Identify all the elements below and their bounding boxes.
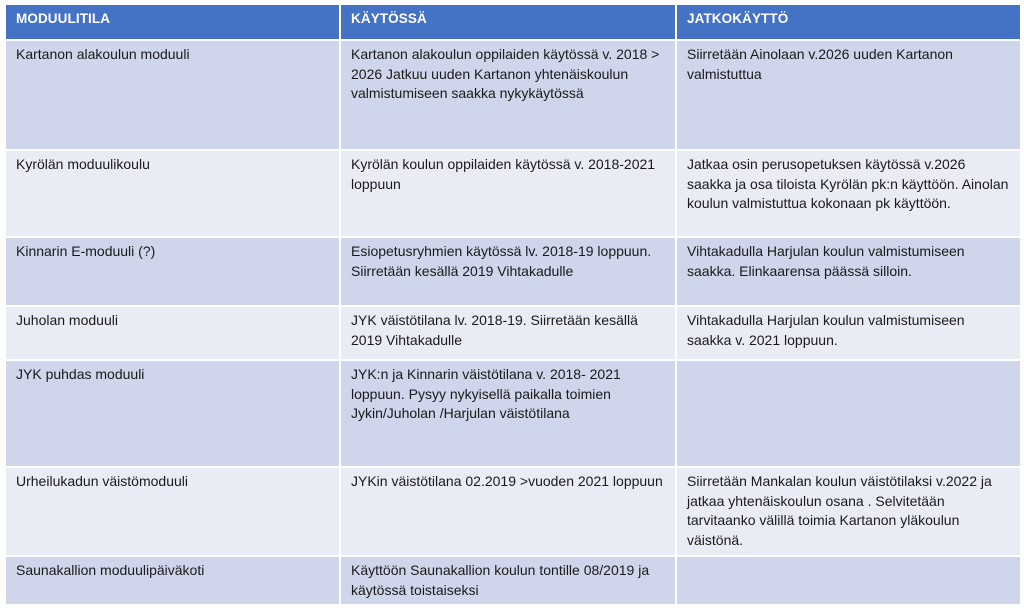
table-row [6, 557, 1020, 604]
header-jatkokaytto: JATKOKÄYTTÖ [677, 5, 1020, 39]
cell-future [677, 361, 1020, 466]
modules-table [4, 3, 1022, 606]
cell-module: Juholan moduuli [6, 307, 339, 359]
cell-module: JYK puhdas moduuli [6, 361, 339, 466]
table-header [6, 5, 1020, 39]
header-row [6, 5, 1020, 39]
table-row [6, 41, 1020, 149]
table-row [6, 238, 1020, 305]
cell-module: Kartanon alakoulun moduuli [6, 41, 339, 149]
cell-future: Siirretään Mankalan koulun väistötilaksi v.2022 ja jatkaa yhtenäiskoulun osana . Selvitetään tarvitaanko välillä toimia Kartanon yläkoulun väistönä. [677, 468, 1020, 555]
cell-module: Kyrölän moduulikoulu [6, 151, 339, 236]
cell-use: Kyrölän koulun oppilaiden käytössä v. 2018-2021 loppuun [341, 151, 675, 236]
cell-future: Siirretään Ainolaan v.2026 uuden Kartanon valmistuttua [677, 41, 1020, 149]
cell-use: JYKin väistötilana 02.2019 >vuoden 2021 loppuun [341, 468, 675, 555]
cell-module: Kinnarin E-moduuli (?) [6, 238, 339, 305]
table-row [6, 468, 1020, 555]
cell-use: JYK väistötilana lv. 2018-19. Siirretään kesällä 2019 Vihtakadulle [341, 307, 675, 359]
cell-use: Kartanon alakoulun oppilaiden käytössä v. 2018 > 2026 Jatkuu uuden Kartanon yhtenäiskoulun valmistumiseen saakka nykykäytössä [341, 41, 675, 149]
table-row [6, 361, 1020, 466]
header-moduulitila: MODUULITILA [6, 5, 339, 39]
cell-use: Esiopetusryhmien käytössä lv. 2018-19 loppuun. Siirretään kesällä 2019 Vihtakadulle [341, 238, 675, 305]
cell-future: Vihtakadulla Harjulan koulun valmistumiseen saakka v. 2021 loppuun. [677, 307, 1020, 359]
cell-module: Saunakallion moduulipäiväkoti [6, 557, 339, 604]
cell-use: JYK:n ja Kinnarin väistötilana v. 2018- 2021 loppuun. Pysyy nykyisellä paikalla toimien Jykin/Juholan /Harjulan väistötilana [341, 361, 675, 466]
cell-use: Käyttöön Saunakallion koulun tontille 08/2019 ja käytössä toistaiseksi [341, 557, 675, 604]
cell-future [677, 557, 1020, 604]
table-row [6, 151, 1020, 236]
table-row [6, 307, 1020, 359]
cell-future: Vihtakadulla Harjulan koulun valmistumiseen saakka. Elinkaarensa päässä silloin. [677, 238, 1020, 305]
header-kaytossa: KÄYTÖSSÄ [341, 5, 675, 39]
cell-future: Jatkaa osin perusopetuksen käytössä v.2026 saakka ja osa tiloista Kyrölän pk:n käyttöön. Ainolan koulun valmistuttua kokonaan pk käyttöön. [677, 151, 1020, 236]
cell-module: Urheilukadun väistömoduuli [6, 468, 339, 555]
table-body [6, 41, 1020, 604]
